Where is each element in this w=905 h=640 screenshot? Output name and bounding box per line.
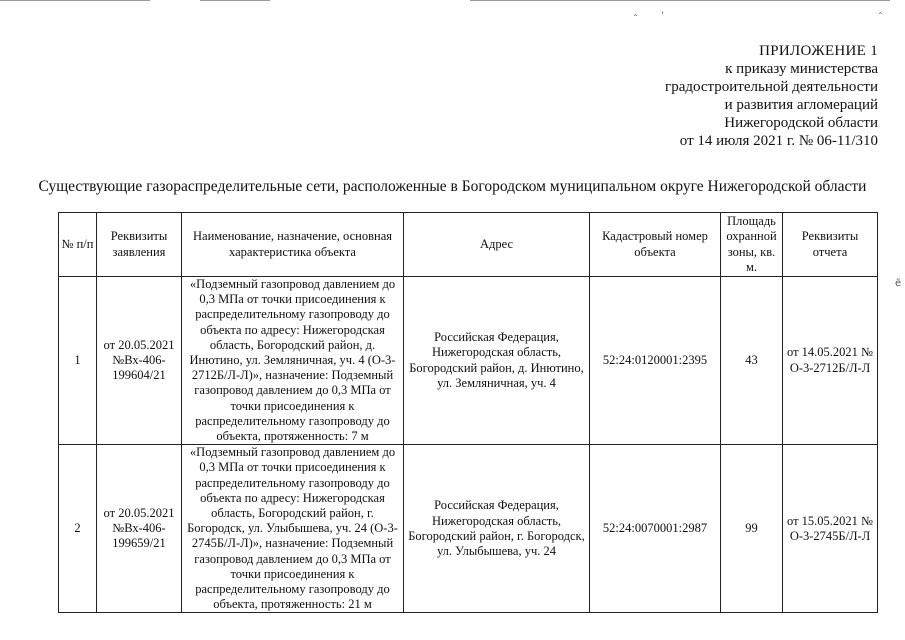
cell-number: 1 bbox=[59, 277, 97, 445]
gas-network-table bbox=[58, 212, 878, 613]
table-row bbox=[59, 445, 878, 613]
appendix-block bbox=[665, 42, 878, 150]
scan-edge-line bbox=[200, 0, 270, 1]
cell-cadastral-number: 52:24:0070001:2987 bbox=[590, 445, 721, 613]
header-protection-area: Площадь охранной зоны, кв. м. bbox=[721, 213, 783, 277]
scan-edge-line bbox=[0, 0, 150, 1]
cell-object-name: «Подземный газопровод давлением до 0,3 МПа от точки присоединения к распределительному газопроводу до объекта по адресу: Нижегородская область, Богородский район, д. Инютино, ул. Земляничная, уч. 4 (О-3-2712Б/Л-Л)», назначение: Подземный газопровод давлением до 0,3 МПа от точки присоединения к распределительному газопроводу до объекта, протяженность: 7 м bbox=[182, 277, 404, 445]
cell-number: 2 bbox=[59, 445, 97, 613]
header-address: Адрес bbox=[404, 213, 590, 277]
header-object-name: Наименование, назначение, основная характеристика объекта bbox=[182, 213, 404, 277]
appendix-heading: ПРИЛОЖЕНИЕ 1 bbox=[759, 43, 878, 59]
scan-speck: ˆ bbox=[633, 14, 638, 25]
appendix-line: градостроительной деятельности bbox=[665, 79, 878, 95]
document-title: Существующие газораспределительные сети, расположенные в Богородском муниципальном округе Нижегородской области bbox=[38, 178, 867, 195]
cell-cadastral-number: 52:24:0120001:2395 bbox=[590, 277, 721, 445]
cell-requisites: от 20.05.2021 №Вх-406-199604/21 bbox=[97, 277, 182, 445]
cell-object-name: «Подземный газопровод давлением до 0,3 МПа от точки присоединения к распределительному газопроводу до объекта по адресу: Нижегородская область, Богородский район, г. Богородск, ул. Улыбышева, уч. 24 (О-3-2745Б/Л-Л)», назначение: Подземный газопровод давлением до 0,3 МПа от точки присоединения к распределительному газопроводу до объекта, протяженность: 21 м bbox=[182, 445, 404, 613]
header-report: Реквизиты отчета bbox=[783, 213, 878, 277]
header-number: № п/п bbox=[59, 213, 97, 277]
appendix-line: к приказу министерства bbox=[725, 61, 878, 77]
cell-report: от 15.05.2021 № О-3-2745Б/Л-Л bbox=[783, 445, 878, 613]
cell-address: Российская Федерация, Нижегородская область, Богородский район, д. Инютино, ул. Земляничная, уч. 4 bbox=[404, 277, 590, 445]
header-requisites: Реквизиты заявления bbox=[97, 213, 182, 277]
appendix-line: и развития агломераций bbox=[724, 97, 878, 113]
scan-edge-line bbox=[470, 0, 890, 1]
cell-requisites: от 20.05.2021 №Вх-406-199659/21 bbox=[97, 445, 182, 613]
cell-protection-area: 99 bbox=[721, 445, 783, 613]
cell-protection-area: 43 bbox=[721, 277, 783, 445]
table-row bbox=[59, 277, 878, 445]
scan-speck: ẽ bbox=[895, 278, 902, 289]
cell-address: Российская Федерация, Нижегородская область, Богородский район, г. Богородск, ул. Улыбышева, уч. 24 bbox=[404, 445, 590, 613]
scan-speck: ˆ bbox=[878, 12, 883, 23]
appendix-order-date: от 14 июля 2021 г. № 06-11/310 bbox=[679, 133, 878, 149]
header-cadastral-number: Кадастровый номер объекта bbox=[590, 213, 721, 277]
cell-report: от 14.05.2021 № О-3-2712Б/Л-Л bbox=[783, 277, 878, 445]
table-header-row bbox=[59, 213, 878, 277]
scan-speck: ˈ bbox=[661, 11, 664, 22]
appendix-line: Нижегородской области bbox=[724, 115, 878, 131]
